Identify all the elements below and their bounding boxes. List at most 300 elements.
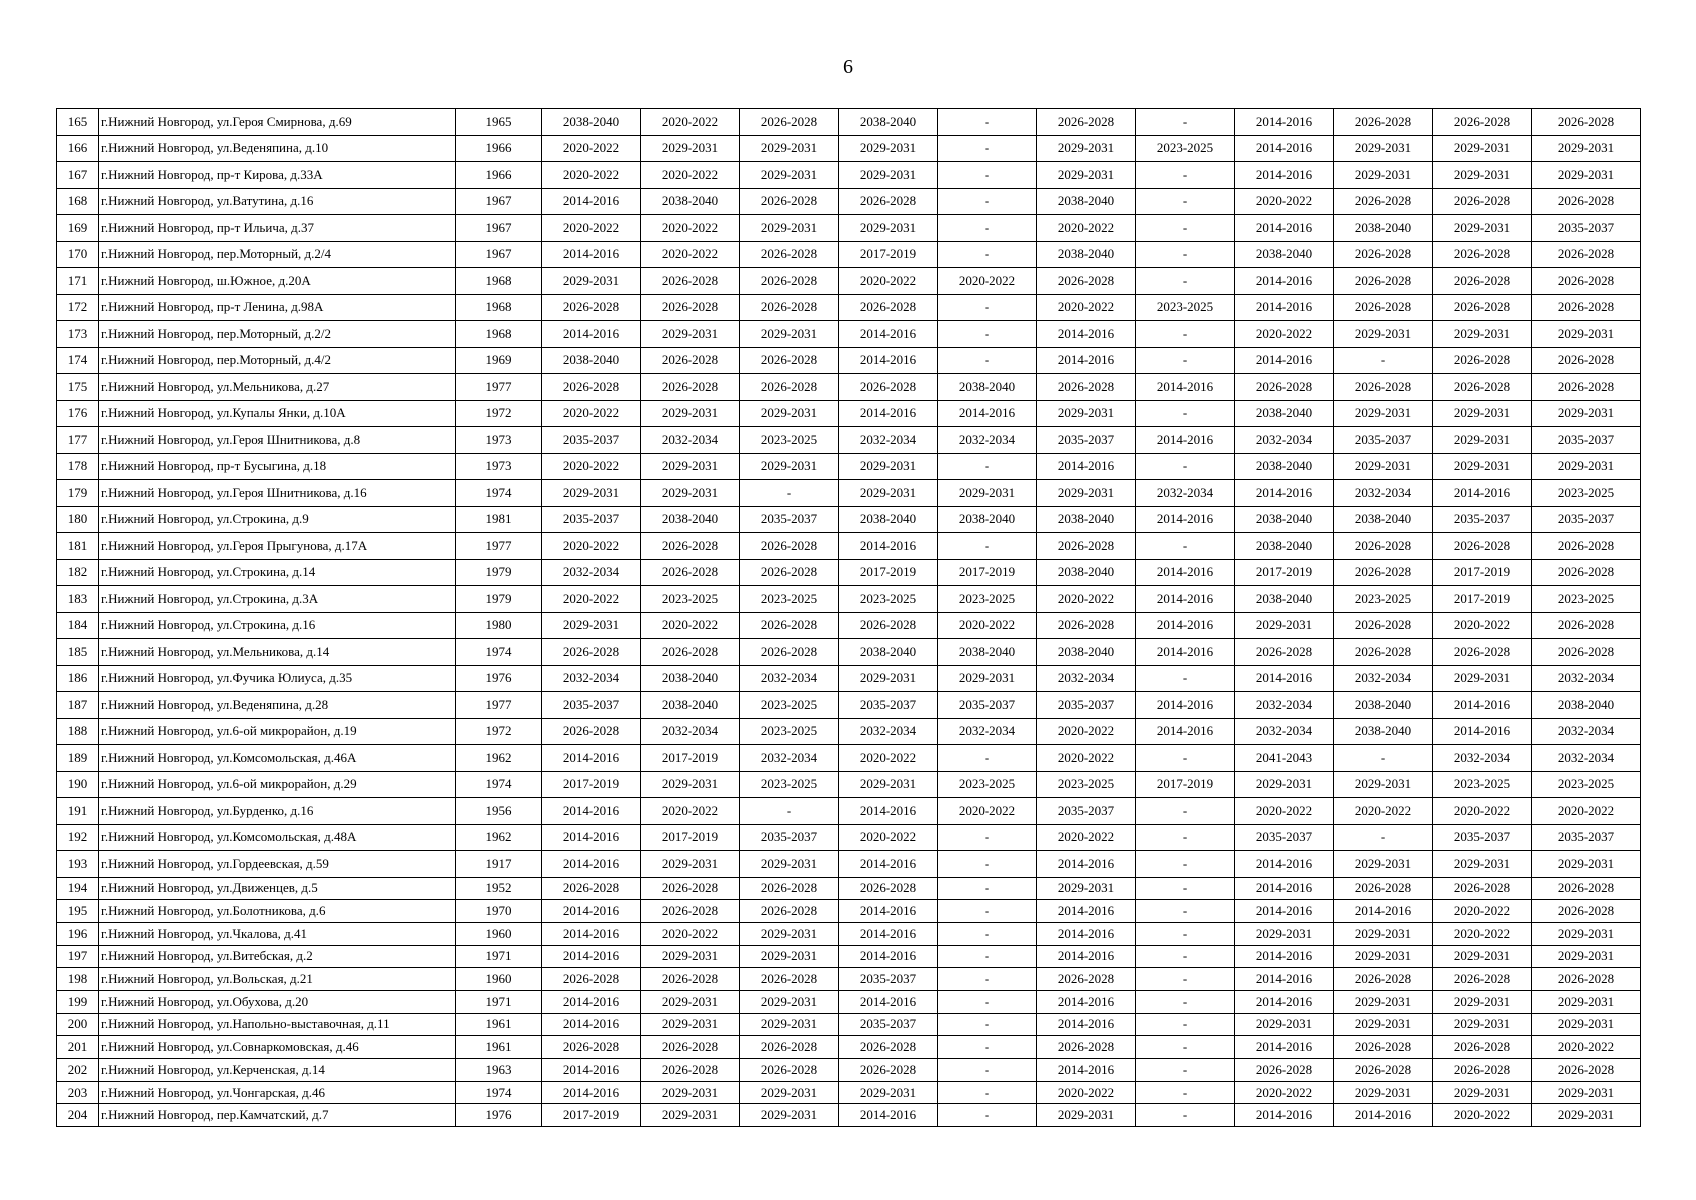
period-cell-4: 2026-2028 [839, 1036, 938, 1059]
period-cell-1: 2014-2016 [542, 1059, 641, 1082]
period-cell-9: 2014-2016 [1334, 1104, 1433, 1127]
table-row [57, 639, 1641, 666]
period-cell-7: - [1136, 877, 1235, 900]
period-cell-5: - [938, 453, 1037, 480]
period-cell-6: 2014-2016 [1037, 1059, 1136, 1082]
period-cell-2: 2026-2028 [641, 374, 740, 401]
period-cell-6: 2014-2016 [1037, 347, 1136, 374]
period-cell-2: 2029-2031 [641, 771, 740, 798]
period-cell-3: 2026-2028 [740, 188, 839, 215]
period-cell-5: - [938, 162, 1037, 189]
period-cell-7: - [1136, 851, 1235, 878]
period-cell-7: 2014-2016 [1136, 374, 1235, 401]
period-cell-7: - [1136, 798, 1235, 825]
address-cell: г.Нижний Новгород, ул.Строкина, д.3А [99, 586, 456, 613]
period-cell-8: 2014-2016 [1235, 215, 1334, 242]
row-number-cell: 197 [57, 945, 99, 968]
row-number-cell: 185 [57, 639, 99, 666]
period-cell-9: 2038-2040 [1334, 506, 1433, 533]
period-cell-4: 2017-2019 [839, 559, 938, 586]
period-cell-8: 2014-2016 [1235, 294, 1334, 321]
period-cell-10: 2029-2031 [1433, 1081, 1532, 1104]
period-cell-6: 2029-2031 [1037, 162, 1136, 189]
period-cell-9: 2026-2028 [1334, 639, 1433, 666]
period-cell-11: 2026-2028 [1532, 294, 1641, 321]
period-cell-6: 2035-2037 [1037, 692, 1136, 719]
period-cell-3: 2026-2028 [740, 268, 839, 295]
year-built-cell: 1967 [456, 188, 542, 215]
period-cell-11: 2023-2025 [1532, 586, 1641, 613]
year-built-cell: 1976 [456, 665, 542, 692]
period-cell-11: 2035-2037 [1532, 824, 1641, 851]
period-cell-7: - [1136, 1013, 1235, 1036]
period-cell-2: 2029-2031 [641, 400, 740, 427]
period-cell-1: 2026-2028 [542, 294, 641, 321]
period-cell-2: 2038-2040 [641, 188, 740, 215]
period-cell-8: 2026-2028 [1235, 639, 1334, 666]
period-cell-3: 2026-2028 [740, 109, 839, 136]
period-cell-11: 2035-2037 [1532, 215, 1641, 242]
table-row [57, 851, 1641, 878]
period-cell-9: 2029-2031 [1334, 771, 1433, 798]
period-cell-11: 2035-2037 [1532, 427, 1641, 454]
row-number-cell: 189 [57, 745, 99, 772]
address-cell: г.Нижний Новгород, ул.6-ой микрорайон, д.29 [99, 771, 456, 798]
period-cell-3: 2026-2028 [740, 1059, 839, 1082]
address-cell: г.Нижний Новгород, ул.Напольно-выставочная, д.11 [99, 1013, 456, 1036]
period-cell-6: 2014-2016 [1037, 851, 1136, 878]
period-cell-9: 2038-2040 [1334, 718, 1433, 745]
address-cell: г.Нижний Новгород, ул.6-ой микрорайон, д.19 [99, 718, 456, 745]
period-cell-8: 2041-2043 [1235, 745, 1334, 772]
period-cell-1: 2014-2016 [542, 241, 641, 268]
period-cell-5: - [938, 945, 1037, 968]
period-cell-3: 2029-2031 [740, 922, 839, 945]
period-cell-7: - [1136, 109, 1235, 136]
period-cell-11: 2026-2028 [1532, 374, 1641, 401]
period-cell-3: 2029-2031 [740, 453, 839, 480]
period-cell-7: - [1136, 533, 1235, 560]
period-cell-5: - [938, 968, 1037, 991]
period-cell-4: 2029-2031 [839, 215, 938, 242]
period-cell-1: 2035-2037 [542, 692, 641, 719]
address-cell: г.Нижний Новгород, пер.Моторный, д.2/4 [99, 241, 456, 268]
period-cell-6: 2020-2022 [1037, 215, 1136, 242]
address-cell: г.Нижний Новгород, ул.Комсомольская, д.48А [99, 824, 456, 851]
period-cell-9: - [1334, 347, 1433, 374]
period-cell-1: 2035-2037 [542, 427, 641, 454]
period-cell-2: 2029-2031 [641, 1104, 740, 1127]
period-cell-3: 2026-2028 [740, 347, 839, 374]
period-cell-11: 2026-2028 [1532, 533, 1641, 560]
period-cell-3: 2029-2031 [740, 321, 839, 348]
address-cell: г.Нижний Новгород, ш.Южное, д.20А [99, 268, 456, 295]
period-cell-10: 2026-2028 [1433, 968, 1532, 991]
period-cell-9: 2035-2037 [1334, 427, 1433, 454]
period-cell-5: - [938, 1013, 1037, 1036]
table-row [57, 215, 1641, 242]
period-cell-5: - [938, 877, 1037, 900]
period-cell-4: 2017-2019 [839, 241, 938, 268]
period-cell-6: 2020-2022 [1037, 294, 1136, 321]
period-cell-8: 2035-2037 [1235, 824, 1334, 851]
row-number-cell: 176 [57, 400, 99, 427]
period-cell-4: 2035-2037 [839, 692, 938, 719]
year-built-cell: 1966 [456, 135, 542, 162]
period-cell-10: 2020-2022 [1433, 900, 1532, 923]
row-number-cell: 169 [57, 215, 99, 242]
period-cell-2: 2017-2019 [641, 745, 740, 772]
period-cell-4: 2014-2016 [839, 851, 938, 878]
period-cell-3: 2026-2028 [740, 900, 839, 923]
address-cell: г.Нижний Новгород, ул.Героя Смирнова, д.69 [99, 109, 456, 136]
row-number-cell: 186 [57, 665, 99, 692]
period-cell-11: 2026-2028 [1532, 188, 1641, 215]
period-cell-10: 2026-2028 [1433, 639, 1532, 666]
year-built-cell: 1977 [456, 533, 542, 560]
year-built-cell: 1960 [456, 968, 542, 991]
period-cell-8: 2014-2016 [1235, 877, 1334, 900]
period-cell-4: 2029-2031 [839, 453, 938, 480]
address-cell: г.Нижний Новгород, ул.Гордеевская, д.59 [99, 851, 456, 878]
period-cell-2: 2020-2022 [641, 612, 740, 639]
period-cell-11: 2029-2031 [1532, 162, 1641, 189]
period-cell-9: 2026-2028 [1334, 188, 1433, 215]
row-number-cell: 175 [57, 374, 99, 401]
period-cell-5: 2020-2022 [938, 612, 1037, 639]
period-cell-6: 2038-2040 [1037, 241, 1136, 268]
period-cell-6: 2026-2028 [1037, 533, 1136, 560]
row-number-cell: 198 [57, 968, 99, 991]
period-cell-6: 2014-2016 [1037, 453, 1136, 480]
period-cell-2: 2026-2028 [641, 294, 740, 321]
period-cell-6: 2026-2028 [1037, 109, 1136, 136]
period-cell-10: 2014-2016 [1433, 480, 1532, 507]
period-cell-11: 2029-2031 [1532, 135, 1641, 162]
period-cell-7: 2014-2016 [1136, 427, 1235, 454]
period-cell-2: 2023-2025 [641, 586, 740, 613]
period-cell-9: 2029-2031 [1334, 162, 1433, 189]
period-cell-8: 2026-2028 [1235, 1059, 1334, 1082]
address-cell: г.Нижний Новгород, ул.Чонгарская, д.46 [99, 1081, 456, 1104]
period-cell-4: 2023-2025 [839, 586, 938, 613]
period-cell-2: 2029-2031 [641, 851, 740, 878]
period-cell-1: 2020-2022 [542, 135, 641, 162]
period-cell-6: 2014-2016 [1037, 990, 1136, 1013]
year-built-cell: 1968 [456, 268, 542, 295]
period-cell-2: 2026-2028 [641, 1036, 740, 1059]
table-row [57, 612, 1641, 639]
table-row [57, 798, 1641, 825]
period-cell-3: 2023-2025 [740, 771, 839, 798]
period-cell-8: 2020-2022 [1235, 1081, 1334, 1104]
period-cell-7: - [1136, 745, 1235, 772]
period-cell-3: 2026-2028 [740, 612, 839, 639]
period-cell-7: 2032-2034 [1136, 480, 1235, 507]
period-cell-4: 2032-2034 [839, 718, 938, 745]
period-cell-1: 2020-2022 [542, 453, 641, 480]
period-cell-11: 2029-2031 [1532, 922, 1641, 945]
period-cell-6: 2014-2016 [1037, 945, 1136, 968]
period-cell-5: - [938, 922, 1037, 945]
address-cell: г.Нижний Новгород, ул.Героя Прыгунова, д.17А [99, 533, 456, 560]
period-cell-7: 2014-2016 [1136, 692, 1235, 719]
period-cell-11: 2026-2028 [1532, 968, 1641, 991]
period-cell-4: 2020-2022 [839, 745, 938, 772]
period-cell-8: 2038-2040 [1235, 453, 1334, 480]
period-cell-6: 2014-2016 [1037, 321, 1136, 348]
table-row [57, 241, 1641, 268]
table-row [57, 374, 1641, 401]
period-cell-8: 2020-2022 [1235, 321, 1334, 348]
period-cell-2: 2029-2031 [641, 321, 740, 348]
period-cell-4: 2038-2040 [839, 639, 938, 666]
table-row [57, 321, 1641, 348]
period-cell-4: 2029-2031 [839, 1081, 938, 1104]
period-cell-5: - [938, 347, 1037, 374]
period-cell-7: - [1136, 1059, 1235, 1082]
row-number-cell: 174 [57, 347, 99, 374]
address-cell: г.Нижний Новгород, пер.Моторный, д.2/2 [99, 321, 456, 348]
year-built-cell: 1967 [456, 215, 542, 242]
period-cell-9: 2029-2031 [1334, 990, 1433, 1013]
period-cell-2: 2020-2022 [641, 109, 740, 136]
table-row [57, 506, 1641, 533]
row-number-cell: 196 [57, 922, 99, 945]
table-row [57, 162, 1641, 189]
period-cell-11: 2020-2022 [1532, 1036, 1641, 1059]
period-cell-5: - [938, 135, 1037, 162]
address-cell: г.Нижний Новгород, ул.Чкалова, д.41 [99, 922, 456, 945]
period-cell-2: 2020-2022 [641, 798, 740, 825]
period-cell-11: 2026-2028 [1532, 559, 1641, 586]
row-number-cell: 183 [57, 586, 99, 613]
period-cell-10: 2026-2028 [1433, 294, 1532, 321]
period-cell-7: 2014-2016 [1136, 639, 1235, 666]
period-cell-3: 2026-2028 [740, 1036, 839, 1059]
year-built-cell: 1973 [456, 453, 542, 480]
row-number-cell: 184 [57, 612, 99, 639]
address-cell: г.Нижний Новгород, ул.Витебская, д.2 [99, 945, 456, 968]
address-cell: г.Нижний Новгород, пр-т Ленина, д.98А [99, 294, 456, 321]
period-cell-10: 2026-2028 [1433, 374, 1532, 401]
year-built-cell: 1968 [456, 321, 542, 348]
period-cell-9: 2026-2028 [1334, 877, 1433, 900]
period-cell-7: - [1136, 945, 1235, 968]
period-cell-10: 2014-2016 [1433, 692, 1532, 719]
period-cell-2: 2020-2022 [641, 162, 740, 189]
period-cell-11: 2026-2028 [1532, 639, 1641, 666]
period-cell-10: 2017-2019 [1433, 586, 1532, 613]
period-cell-10: 2029-2031 [1433, 215, 1532, 242]
row-number-cell: 201 [57, 1036, 99, 1059]
period-cell-4: 2014-2016 [839, 1104, 938, 1127]
period-cell-9: 2026-2028 [1334, 109, 1433, 136]
period-cell-4: 2026-2028 [839, 374, 938, 401]
period-cell-5: 2038-2040 [938, 506, 1037, 533]
year-built-cell: 1960 [456, 922, 542, 945]
period-cell-2: 2038-2040 [641, 665, 740, 692]
period-cell-9: 2026-2028 [1334, 1059, 1433, 1082]
period-cell-10: 2029-2031 [1433, 400, 1532, 427]
period-cell-7: - [1136, 1036, 1235, 1059]
period-cell-10: 2032-2034 [1433, 745, 1532, 772]
table-row [57, 745, 1641, 772]
period-cell-3: 2029-2031 [740, 945, 839, 968]
year-built-cell: 1966 [456, 162, 542, 189]
period-cell-9: 2026-2028 [1334, 612, 1433, 639]
period-cell-10: 2026-2028 [1433, 1036, 1532, 1059]
period-cell-8: 2038-2040 [1235, 241, 1334, 268]
table-row [57, 1013, 1641, 1036]
period-cell-10: 2026-2028 [1433, 188, 1532, 215]
year-built-cell: 1965 [456, 109, 542, 136]
table-row [57, 1104, 1641, 1127]
address-cell: г.Нижний Новгород, пр-т Бусыгина, д.18 [99, 453, 456, 480]
period-cell-5: - [938, 533, 1037, 560]
period-cell-11: 2029-2031 [1532, 321, 1641, 348]
period-cell-1: 2020-2022 [542, 162, 641, 189]
year-built-cell: 1961 [456, 1036, 542, 1059]
year-built-cell: 1981 [456, 506, 542, 533]
period-cell-5: - [938, 241, 1037, 268]
period-cell-1: 2017-2019 [542, 1104, 641, 1127]
period-cell-2: 2017-2019 [641, 824, 740, 851]
period-cell-2: 2029-2031 [641, 135, 740, 162]
period-cell-10: 2026-2028 [1433, 877, 1532, 900]
period-cell-3: 2023-2025 [740, 718, 839, 745]
period-cell-2: 2026-2028 [641, 900, 740, 923]
address-cell: г.Нижний Новгород, ул.Купалы Янки, д.10А [99, 400, 456, 427]
address-cell: г.Нижний Новгород, ул.Керченская, д.14 [99, 1059, 456, 1082]
table-row [57, 990, 1641, 1013]
period-cell-6: 2029-2031 [1037, 1104, 1136, 1127]
table-row [57, 586, 1641, 613]
table-row [57, 877, 1641, 900]
period-cell-7: 2017-2019 [1136, 771, 1235, 798]
table-row [57, 559, 1641, 586]
period-cell-10: 2035-2037 [1433, 506, 1532, 533]
table-body [57, 109, 1641, 1127]
row-number-cell: 199 [57, 990, 99, 1013]
period-cell-7: - [1136, 400, 1235, 427]
period-cell-11: 2029-2031 [1532, 851, 1641, 878]
row-number-cell: 181 [57, 533, 99, 560]
period-cell-6: 2014-2016 [1037, 922, 1136, 945]
period-cell-5: 2014-2016 [938, 400, 1037, 427]
period-cell-7: 2014-2016 [1136, 506, 1235, 533]
row-number-cell: 180 [57, 506, 99, 533]
period-cell-6: 2035-2037 [1037, 427, 1136, 454]
period-cell-7: - [1136, 900, 1235, 923]
address-cell: г.Нижний Новгород, ул.Веденяпина, д.28 [99, 692, 456, 719]
address-cell: г.Нижний Новгород, ул.Ватутина, д.16 [99, 188, 456, 215]
period-cell-11: 2032-2034 [1532, 718, 1641, 745]
period-cell-8: 2026-2028 [1235, 374, 1334, 401]
period-cell-2: 2038-2040 [641, 506, 740, 533]
table-row [57, 347, 1641, 374]
row-number-cell: 193 [57, 851, 99, 878]
period-cell-2: 2020-2022 [641, 241, 740, 268]
table-row [57, 824, 1641, 851]
period-cell-11: 2026-2028 [1532, 1059, 1641, 1082]
period-cell-4: 2038-2040 [839, 109, 938, 136]
period-cell-6: 2029-2031 [1037, 400, 1136, 427]
table-row [57, 1036, 1641, 1059]
table-row [57, 922, 1641, 945]
period-cell-9: 2029-2031 [1334, 851, 1433, 878]
period-cell-11: 2020-2022 [1532, 798, 1641, 825]
address-cell: г.Нижний Новгород, ул.Героя Шнитникова, д.16 [99, 480, 456, 507]
period-cell-8: 2014-2016 [1235, 900, 1334, 923]
period-cell-2: 2032-2034 [641, 427, 740, 454]
year-built-cell: 1967 [456, 241, 542, 268]
period-cell-7: - [1136, 665, 1235, 692]
address-cell: г.Нижний Новгород, ул.Болотникова, д.6 [99, 900, 456, 923]
period-cell-9: - [1334, 824, 1433, 851]
period-cell-8: 2014-2016 [1235, 665, 1334, 692]
table-row [57, 135, 1641, 162]
period-cell-9: 2014-2016 [1334, 900, 1433, 923]
period-cell-9: 2029-2031 [1334, 922, 1433, 945]
period-cell-7: - [1136, 453, 1235, 480]
period-cell-10: 2029-2031 [1433, 321, 1532, 348]
period-cell-5: - [938, 1104, 1037, 1127]
period-cell-8: 2038-2040 [1235, 506, 1334, 533]
period-cell-2: 2029-2031 [641, 453, 740, 480]
period-cell-1: 2020-2022 [542, 400, 641, 427]
period-cell-4: 2026-2028 [839, 188, 938, 215]
period-cell-3: 2029-2031 [740, 1104, 839, 1127]
period-cell-5: - [938, 1059, 1037, 1082]
period-cell-9: 2029-2031 [1334, 400, 1433, 427]
period-cell-10: 2026-2028 [1433, 1059, 1532, 1082]
period-cell-4: 2020-2022 [839, 824, 938, 851]
period-cell-8: 2014-2016 [1235, 268, 1334, 295]
period-cell-3: 2029-2031 [740, 162, 839, 189]
period-cell-1: 2026-2028 [542, 639, 641, 666]
period-cell-7: - [1136, 321, 1235, 348]
period-cell-6: 2026-2028 [1037, 1036, 1136, 1059]
period-cell-3: 2029-2031 [740, 135, 839, 162]
row-number-cell: 195 [57, 900, 99, 923]
period-cell-9: 2026-2028 [1334, 241, 1433, 268]
year-built-cell: 1962 [456, 745, 542, 772]
period-cell-2: 2029-2031 [641, 480, 740, 507]
period-cell-5: - [938, 294, 1037, 321]
period-cell-7: - [1136, 188, 1235, 215]
row-number-cell: 166 [57, 135, 99, 162]
period-cell-4: 2035-2037 [839, 1013, 938, 1036]
period-cell-1: 2014-2016 [542, 798, 641, 825]
year-built-cell: 1963 [456, 1059, 542, 1082]
period-cell-2: 2029-2031 [641, 945, 740, 968]
period-cell-5: 2035-2037 [938, 692, 1037, 719]
period-cell-3: 2023-2025 [740, 427, 839, 454]
period-cell-10: 2023-2025 [1433, 771, 1532, 798]
year-built-cell: 1974 [456, 480, 542, 507]
table-row [57, 718, 1641, 745]
period-cell-5: - [938, 109, 1037, 136]
period-cell-9: 2032-2034 [1334, 665, 1433, 692]
period-cell-8: 2032-2034 [1235, 718, 1334, 745]
row-number-cell: 177 [57, 427, 99, 454]
row-number-cell: 173 [57, 321, 99, 348]
period-cell-4: 2014-2016 [839, 400, 938, 427]
row-number-cell: 194 [57, 877, 99, 900]
year-built-cell: 1971 [456, 990, 542, 1013]
address-cell: г.Нижний Новгород, ул.Вольская, д.21 [99, 968, 456, 991]
